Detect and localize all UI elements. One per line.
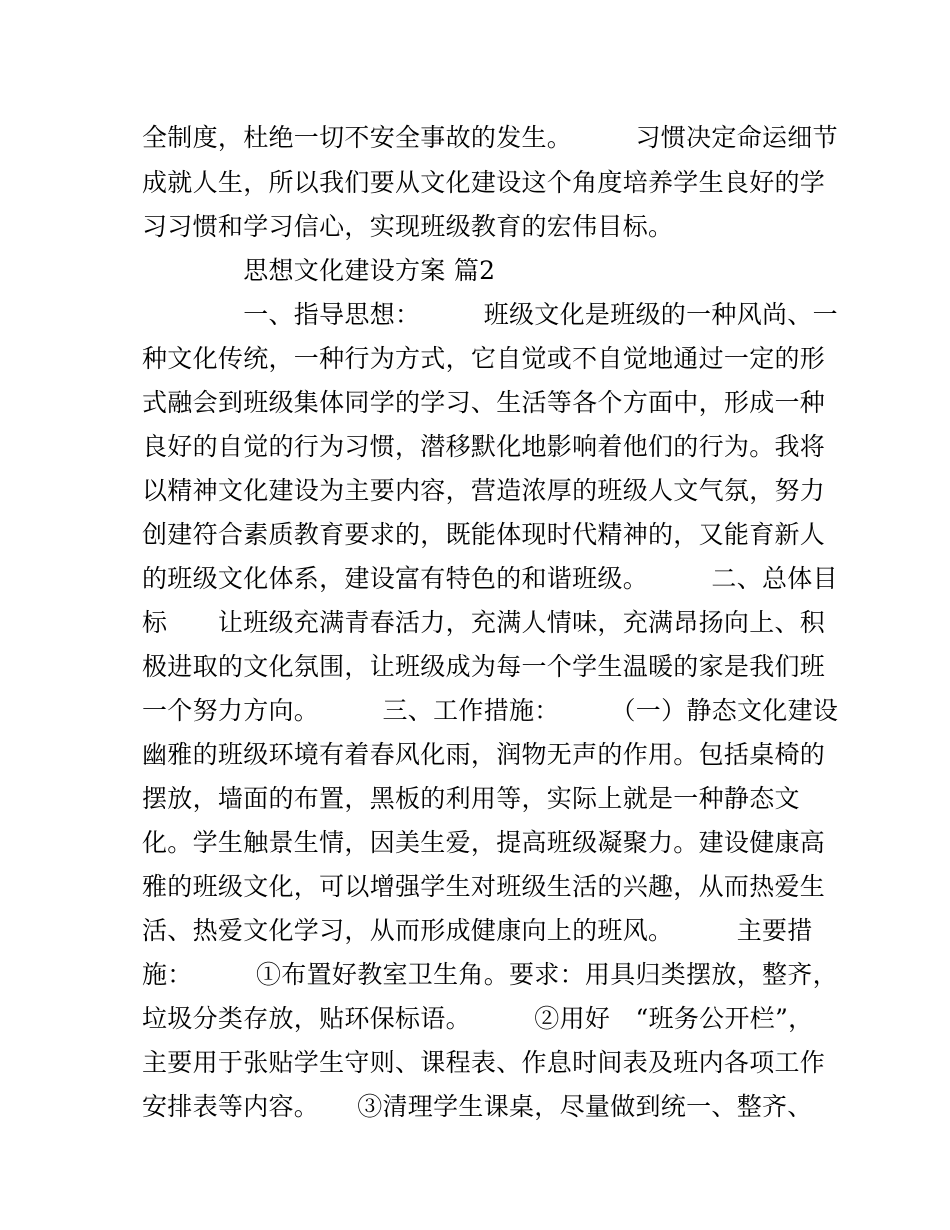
text-line-16: 摆放，墙面的布置，黑板的利用等，实际上就是一种静态文 — [142, 784, 800, 813]
text-line-3: 习习惯和学习信心，实现班级教育的宏伟目标。 — [142, 212, 674, 241]
text-line-8: 良好的自觉的行为习惯，潜移默化地影响着他们的行为。我将 — [142, 432, 826, 461]
text-line-14: 一个努力方向。 三、工作措施： （一）静态文化建设 — [142, 696, 839, 725]
text-line-1: 全制度，杜绝一切不安全事故的发生。 习惯决定命运细节 — [142, 123, 838, 152]
text-line-7: 式融会到班级集体同学的学习、生活等各个方面中，形成一种 — [142, 388, 826, 417]
text-line-2: 成就人生，所以我们要从文化建设这个角度培养学生良好的学 — [142, 168, 826, 197]
text-line-18: 雅的班级文化，可以增强学生对班级生活的兴趣，从而热爱生 — [142, 872, 826, 901]
text-line-6: 种文化传统，一种行为方式，它自觉或不自觉地通过一定的形 — [142, 344, 826, 373]
text-line-10: 创建符合素质教育要求的，既能体现时代精神的，又能育新人 — [142, 520, 826, 549]
text-line-9: 以精神文化建设为主要内容，营造浓厚的班级人文气氛，努力 — [142, 476, 826, 505]
text-line-23: 安排表等内容。 ③清理学生课桌，尽量做到统一、整齐、 — [142, 1092, 813, 1121]
text-line-15: 幽雅的班级环境有着春风化雨，润物无声的作用。包括桌椅的 — [142, 740, 826, 769]
section-heading: 思想文化建设方案 篇2 — [142, 256, 496, 285]
text-line-5: 一、指导思想： 班级文化是班级的一种风尚、一 — [142, 300, 838, 329]
text-line-19: 活、热爱文化学习，从而形成健康向上的班风。 主要措 — [142, 916, 813, 945]
text-line-17: 化。学生触景生情，因美生爱，提高班级凝聚力。建设健康高 — [142, 828, 826, 857]
text-line-21: 垃圾分类存放，贴环保标语。 ②用好 “班务公开栏”， — [142, 1004, 814, 1033]
text-line-12: 标 让班级充满青春活力，充满人情味，充满昂扬向上、积 — [142, 608, 826, 637]
text-line-11: 的班级文化体系，建设富有特色的和谐班级。 二、总体目 — [142, 564, 838, 593]
text-line-13: 极进取的文化氛围，让班级成为每一个学生温暖的家是我们班 — [142, 652, 826, 681]
text-line-20: 施： ①布置好教室卫生角。要求：用具归类摆放，整齐， — [142, 960, 838, 989]
text-line-22: 主要用于张贴学生守则、课程表、作息时间表及班内各项工作 — [142, 1048, 826, 1077]
